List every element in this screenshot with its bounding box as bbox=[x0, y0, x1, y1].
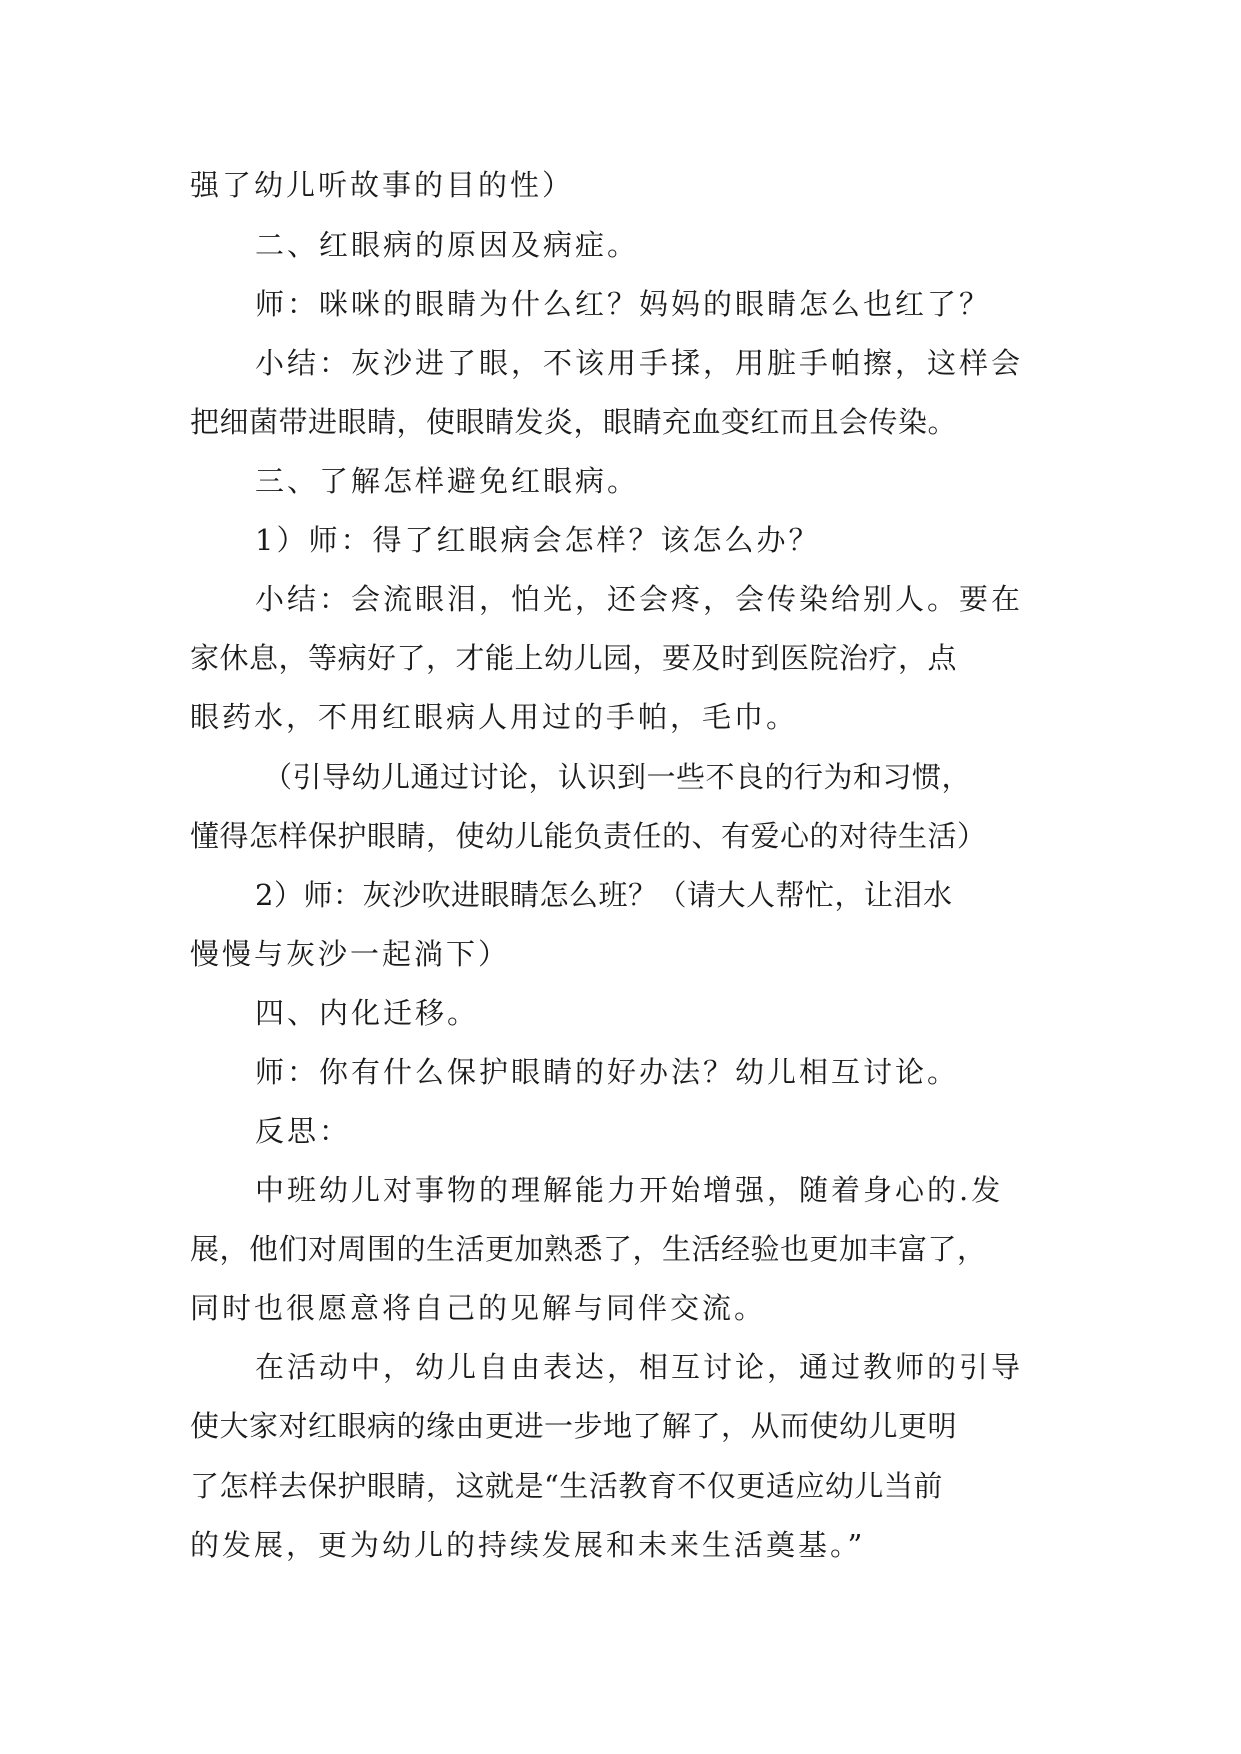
text-line: 眼药水，不用红眼病人用过的手帕，毛巾。 bbox=[190, 700, 799, 734]
text-line: 展，他们对周围的生活更加熟悉了，生活经验也更加丰富了， bbox=[190, 1232, 987, 1266]
text-line: 小结：灰沙进了眼，不该用手揉，用脏手帕擦，这样会 bbox=[255, 346, 1024, 380]
text-line: 师：你有什么保护眼睛的好办法？幼儿相互讨论。 bbox=[255, 1055, 960, 1089]
text-line: （引导幼儿通过讨论，认识到一些不良的行为和习惯， bbox=[263, 760, 972, 794]
text-line: 师：咪咪的眼睛为什么红？妈妈的眼睛怎么也红了？ bbox=[255, 287, 992, 321]
section-heading: 二、红眼病的原因及病症。 bbox=[255, 228, 640, 262]
section-heading: 四、内化迁移。 bbox=[255, 996, 480, 1030]
reflection-heading: 反思： bbox=[255, 1114, 352, 1148]
text-line: 2）师：灰沙吹进眼睛怎么班？（请大人帮忙，让泪水 bbox=[255, 878, 953, 912]
text-line: 了怎样去保护眼睛，这就是“生活教育不仅更适应幼儿当前 bbox=[190, 1469, 943, 1503]
section-heading: 三、了解怎样避免红眼病。 bbox=[255, 464, 640, 498]
text-line: 中班幼儿对事物的理解能力开始增强，随着身心的.发 bbox=[255, 1173, 1004, 1207]
text-line: 的发展，更为幼儿的持续发展和未来生活奠基。” bbox=[190, 1528, 866, 1562]
text-line: 强了幼儿听故事的目的性） bbox=[190, 168, 575, 202]
text-line: 家休息，等病好了，才能上幼儿园，要及时到医院治疗，点 bbox=[190, 641, 958, 675]
text-line: 使大家对红眼病的缘由更进一步地了解了，从而使幼儿更明 bbox=[190, 1409, 958, 1443]
text-line: 1）师：得了红眼病会怎样？该怎么办？ bbox=[255, 523, 821, 557]
text-line: 同时也很愿意将自己的见解与同伴交流。 bbox=[190, 1291, 767, 1325]
text-line: 慢慢与灰沙一起淌下） bbox=[190, 937, 511, 971]
text-line: 把细菌带进眼睛，使眼睛发炎，眼睛充血变红而且会传染。 bbox=[190, 405, 958, 439]
text-line: 懂得怎样保护眼睛，使幼儿能负责任的、有爱心的对待生活） bbox=[190, 819, 987, 853]
text-line: 在活动中，幼儿自由表达，相互讨论，通过教师的引导 bbox=[255, 1350, 1024, 1384]
text-line: 小结：会流眼泪，怕光，还会疼，会传染给别人。要在 bbox=[255, 582, 1024, 616]
